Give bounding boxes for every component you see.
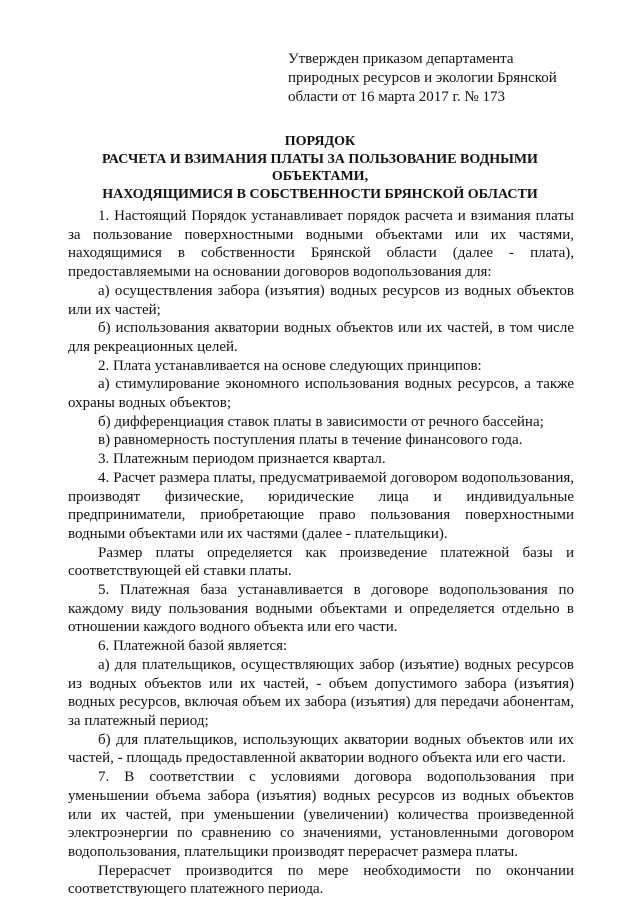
paragraph-4: 4. Расчет размера платы, предусматриваемой договором водопользования, производят физические, юридические лица и индивидуальные предприниматели, приобретающие право пользования поверхностными водными объектами или их частями (далее - плательщики). [68,469,574,542]
paragraph-1: 1. Настоящий Порядок устанавливает порядок расчета и взимания платы за пользование поверхностными водными объектами или их частями, находящимися в собственности Брянской области (далее - плата), предоставляемыми на основании договоров водопользования для: [68,208,574,281]
paragraph-6: 6. Платежной базой является: [98,638,288,655]
approval-line: природных ресурсов и экологии Брянской [288,70,557,86]
title-line: РАСЧЕТА И ВЗИМАНИЯ ПЛАТЫ ЗА ПОЛЬЗОВАНИЕ ВОДНЫМИ ОБЪЕКТАМИ, [102,151,538,184]
paragraph-7: 7. В соответствии с условиями договора водопользования при уменьшении объема забора (изъятия) водных ресурсов из водных объектов или их частей, при уменьшении (увеличении) количества произведенной электроэнергии по сравнению со значениями, установленными договором водопользования, плательщики производят перерасчет размера платы. [68,769,574,860]
title-line: НАХОДЯЩИМИСЯ В СОБСТВЕННОСТИ БРЯНСКОЙ ОБЛАСТИ [102,186,538,202]
paragraph-2: 2. Плата устанавливается на основе следующих принципов: [98,357,482,374]
paragraph-2c: в) равномерность поступления платы в течение финансового года. [98,432,523,449]
paragraph-1b: б) использования акватории водных объектов или их частей, в том числе для рекреационных целей. [68,320,574,355]
paragraph-7-cont: Перерасчет производится по мере необходимости по окончании соответствующего платежного периода. [68,862,574,898]
paragraph-6b: б) для плательщиков, использующих акватории водных объектов или их частей, - площадь предоставленной акватории водного объекта или его части. [68,731,574,767]
approval-line: области от 16 марта 2017 г. № 173 [288,89,506,105]
document-body [68,207,574,899]
paragraph-1a: а) осуществления забора (изъятия) водных ресурсов из водных объектов или их частей; [68,282,574,318]
paragraph-3: 3. Платежным периодом признается квартал. [98,451,386,468]
paragraph-5: 5. Платежная база устанавливается в договоре водопользования по каждому виду пользования водными объектами и определяется отдельно в отношении каждого водного объекта или его части. [68,582,574,636]
paragraph-2b: б) дифференциация ставок платы в зависимости от речного бассейна; [98,413,544,430]
approval-stamp [288,50,588,107]
paragraph-2a: а) стимулирование экономного использования водных ресурсов, а также охраны водных объектов; [68,376,574,412]
paragraph-4-cont: Размер платы определяется как произведение платежной базы и соответствующей ей ставки платы. [68,544,574,580]
approval-line: Утвержден приказом департамента [288,51,514,67]
title-line: ПОРЯДОК [284,134,356,149]
document-title [60,133,580,203]
paragraph-6a: а) для плательщиков, осуществляющих забор (изъятие) водных ресурсов из водных объектов или их частей, - объем допустимого забора (изъятия) водных ресурсов, включая объем их забора (изъятия) для передачи абонентам, за платежный период; [68,656,574,729]
